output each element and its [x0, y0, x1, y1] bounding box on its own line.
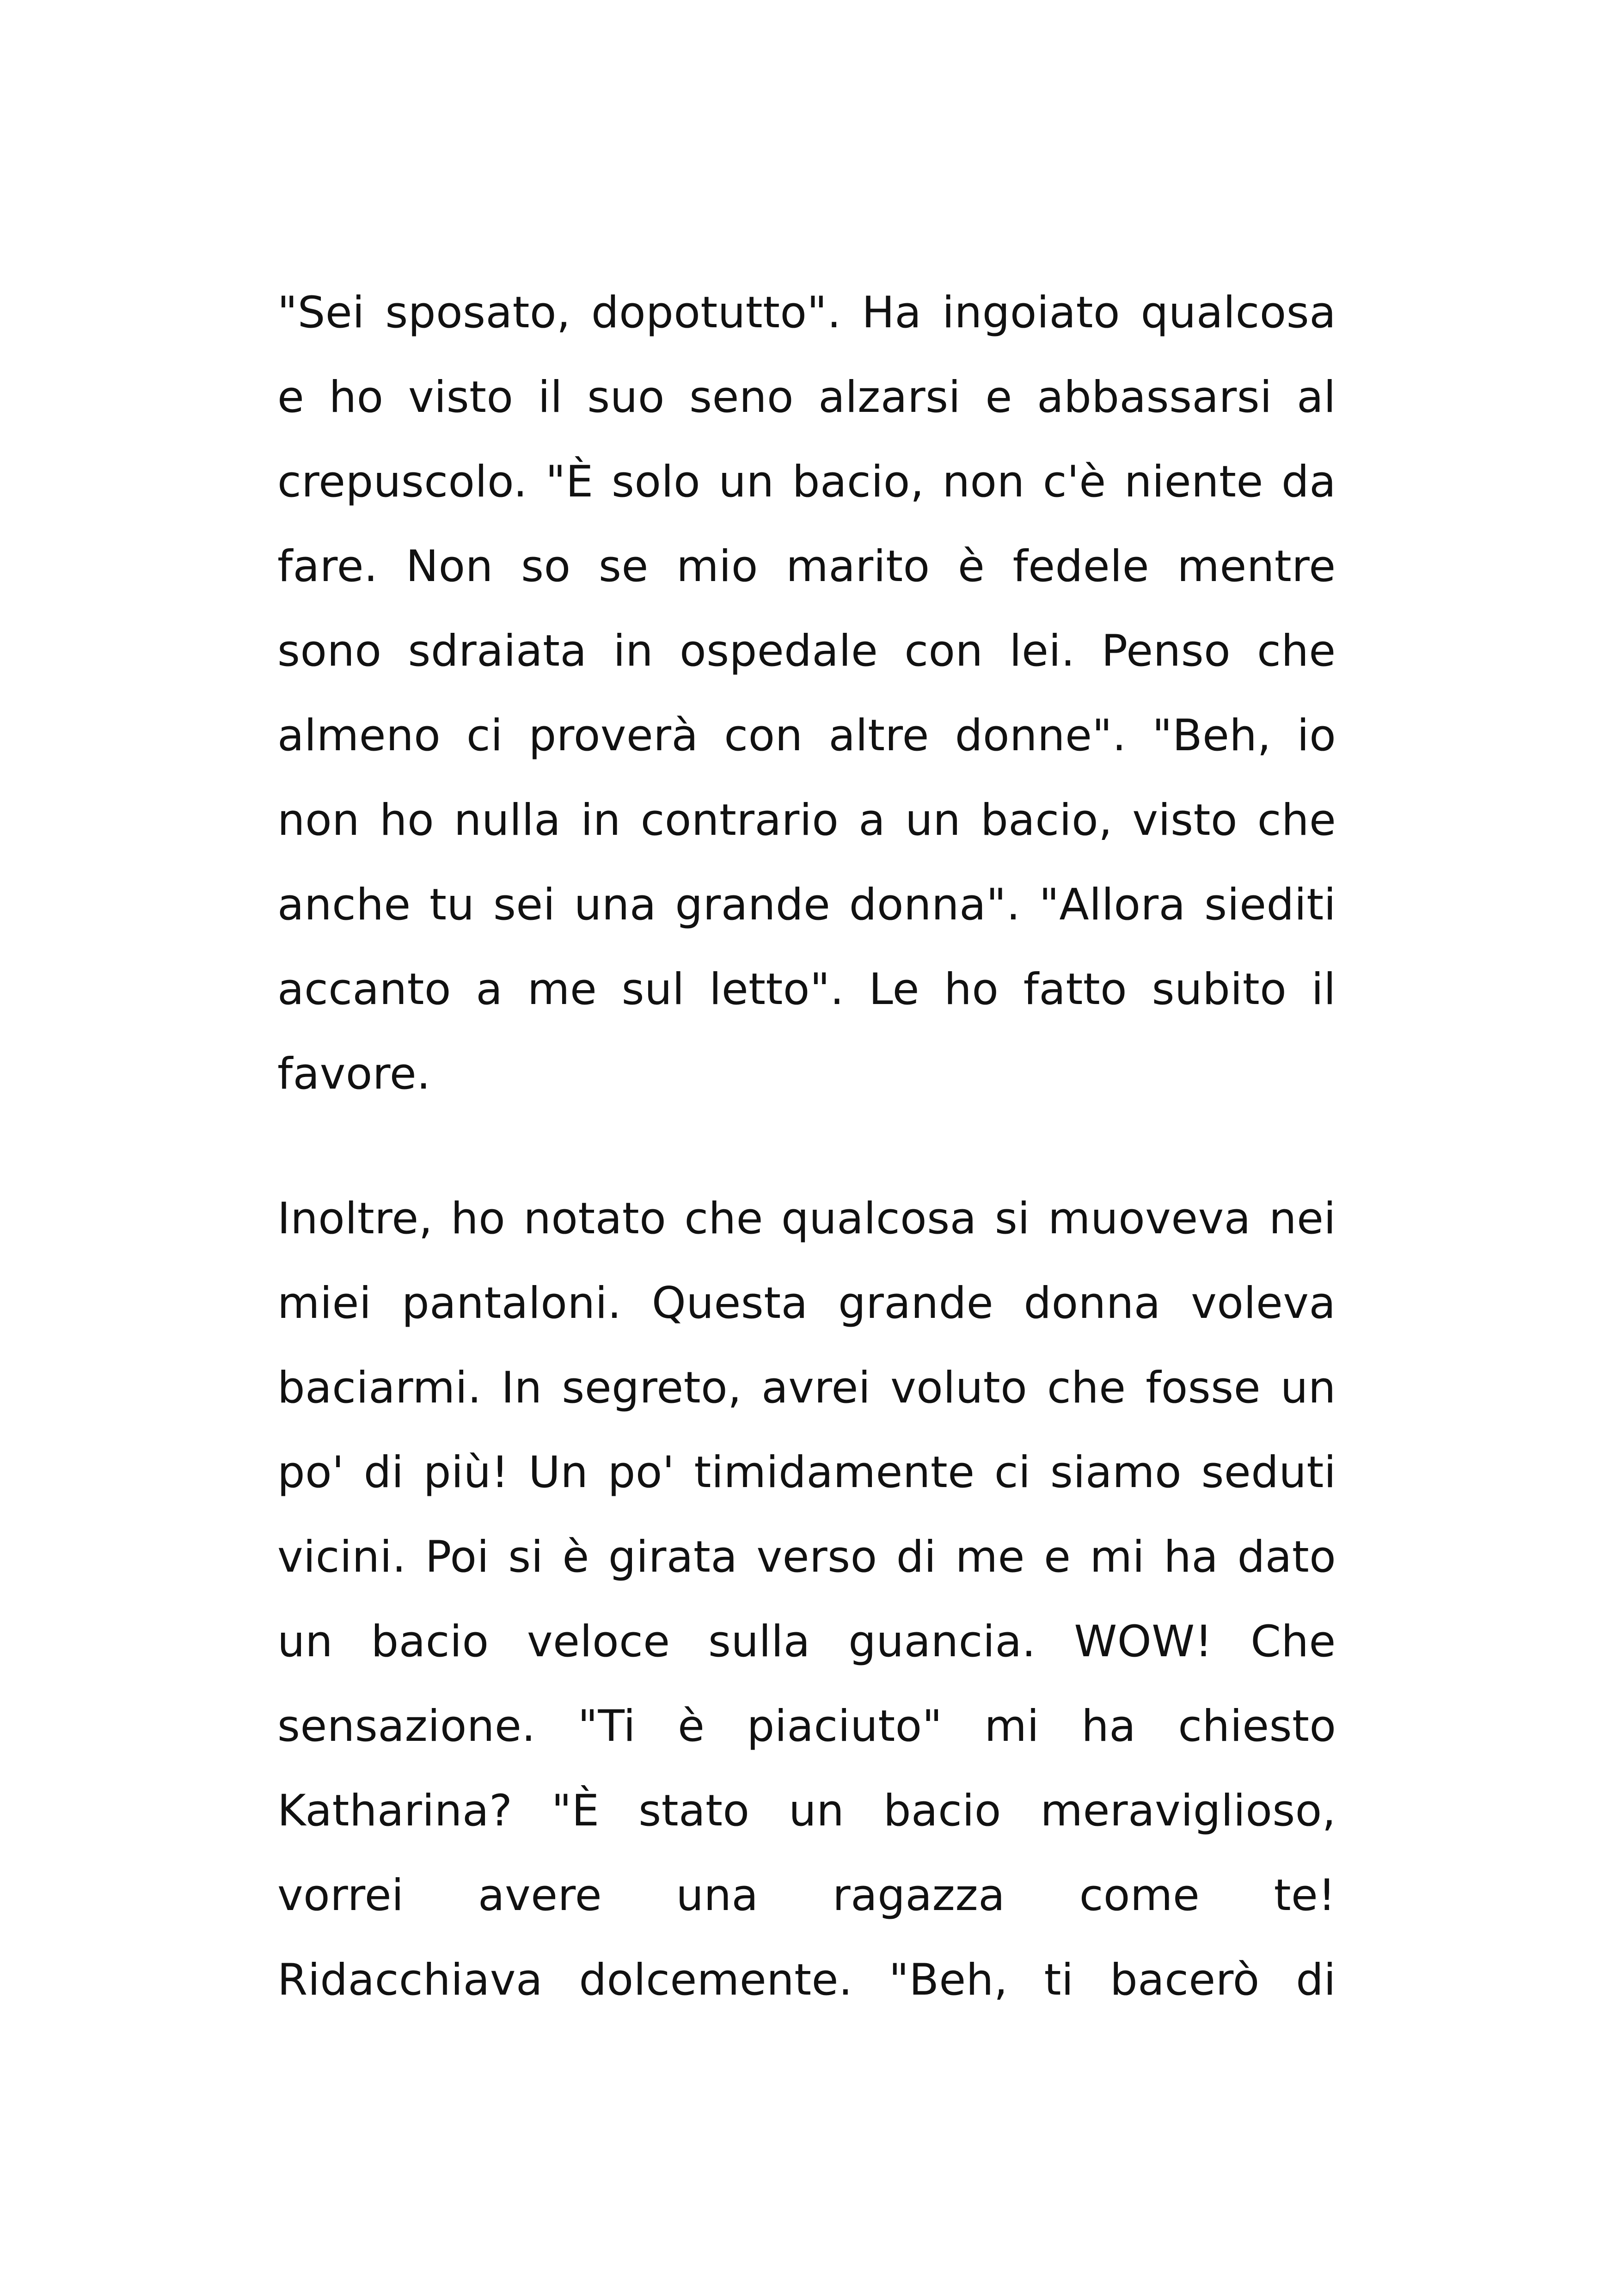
text-line: almeno ci proverà con altre donne". "Beh, io	[277, 710, 1336, 761]
text-line: baciarmi. In segreto, avrei voluto che fosse un	[277, 1363, 1336, 1413]
text-line: po' di più! Un po' timidamente ci siamo seduti	[277, 1447, 1336, 1498]
text-line: "Sei sposato, dopotutto". Ha ingoiato qualcosa	[277, 288, 1336, 338]
text-line: sensazione. "Ti è piaciuto" mi ha chiesto	[277, 1701, 1336, 1751]
text-line: accanto a me sul letto". Le ho fatto subito il	[277, 964, 1336, 1015]
text-line: Katharina? "È stato un bacio meraviglioso,	[277, 1786, 1336, 1836]
text-line: Inoltre, ho notato che qualcosa si muoveva nei	[277, 1194, 1336, 1244]
paragraph-1	[277, 270, 1336, 1116]
text-line: vorrei avere una ragazza come te!	[277, 1870, 1336, 1921]
text-line: vicini. Poi si è girata verso di me e mi ha dato	[277, 1532, 1336, 1582]
text-line: e ho visto il suo seno alzarsi e abbassarsi al	[277, 372, 1336, 422]
text-line: fare. Non so se mio marito è fedele mentre	[277, 541, 1336, 592]
text-line: anche tu sei una grande donna". "Allora siediti	[277, 880, 1336, 930]
text-line: favore.	[277, 1049, 431, 1099]
text-line: Ridacchiava dolcemente. "Beh, ti bacerò di	[277, 1955, 1336, 2005]
paragraph-2	[277, 1176, 1336, 2022]
text-line: non ho nulla in contrario a un bacio, visto che	[277, 795, 1336, 845]
text-line: miei pantaloni. Questa grande donna voleva	[277, 1278, 1336, 1329]
text-line: crepuscolo. "È solo un bacio, non c'è niente da	[277, 457, 1336, 507]
text-line: sono sdraiata in ospedale con lei. Penso che	[277, 626, 1336, 676]
text-line: un bacio veloce sulla guancia. WOW! Che	[277, 1616, 1336, 1667]
